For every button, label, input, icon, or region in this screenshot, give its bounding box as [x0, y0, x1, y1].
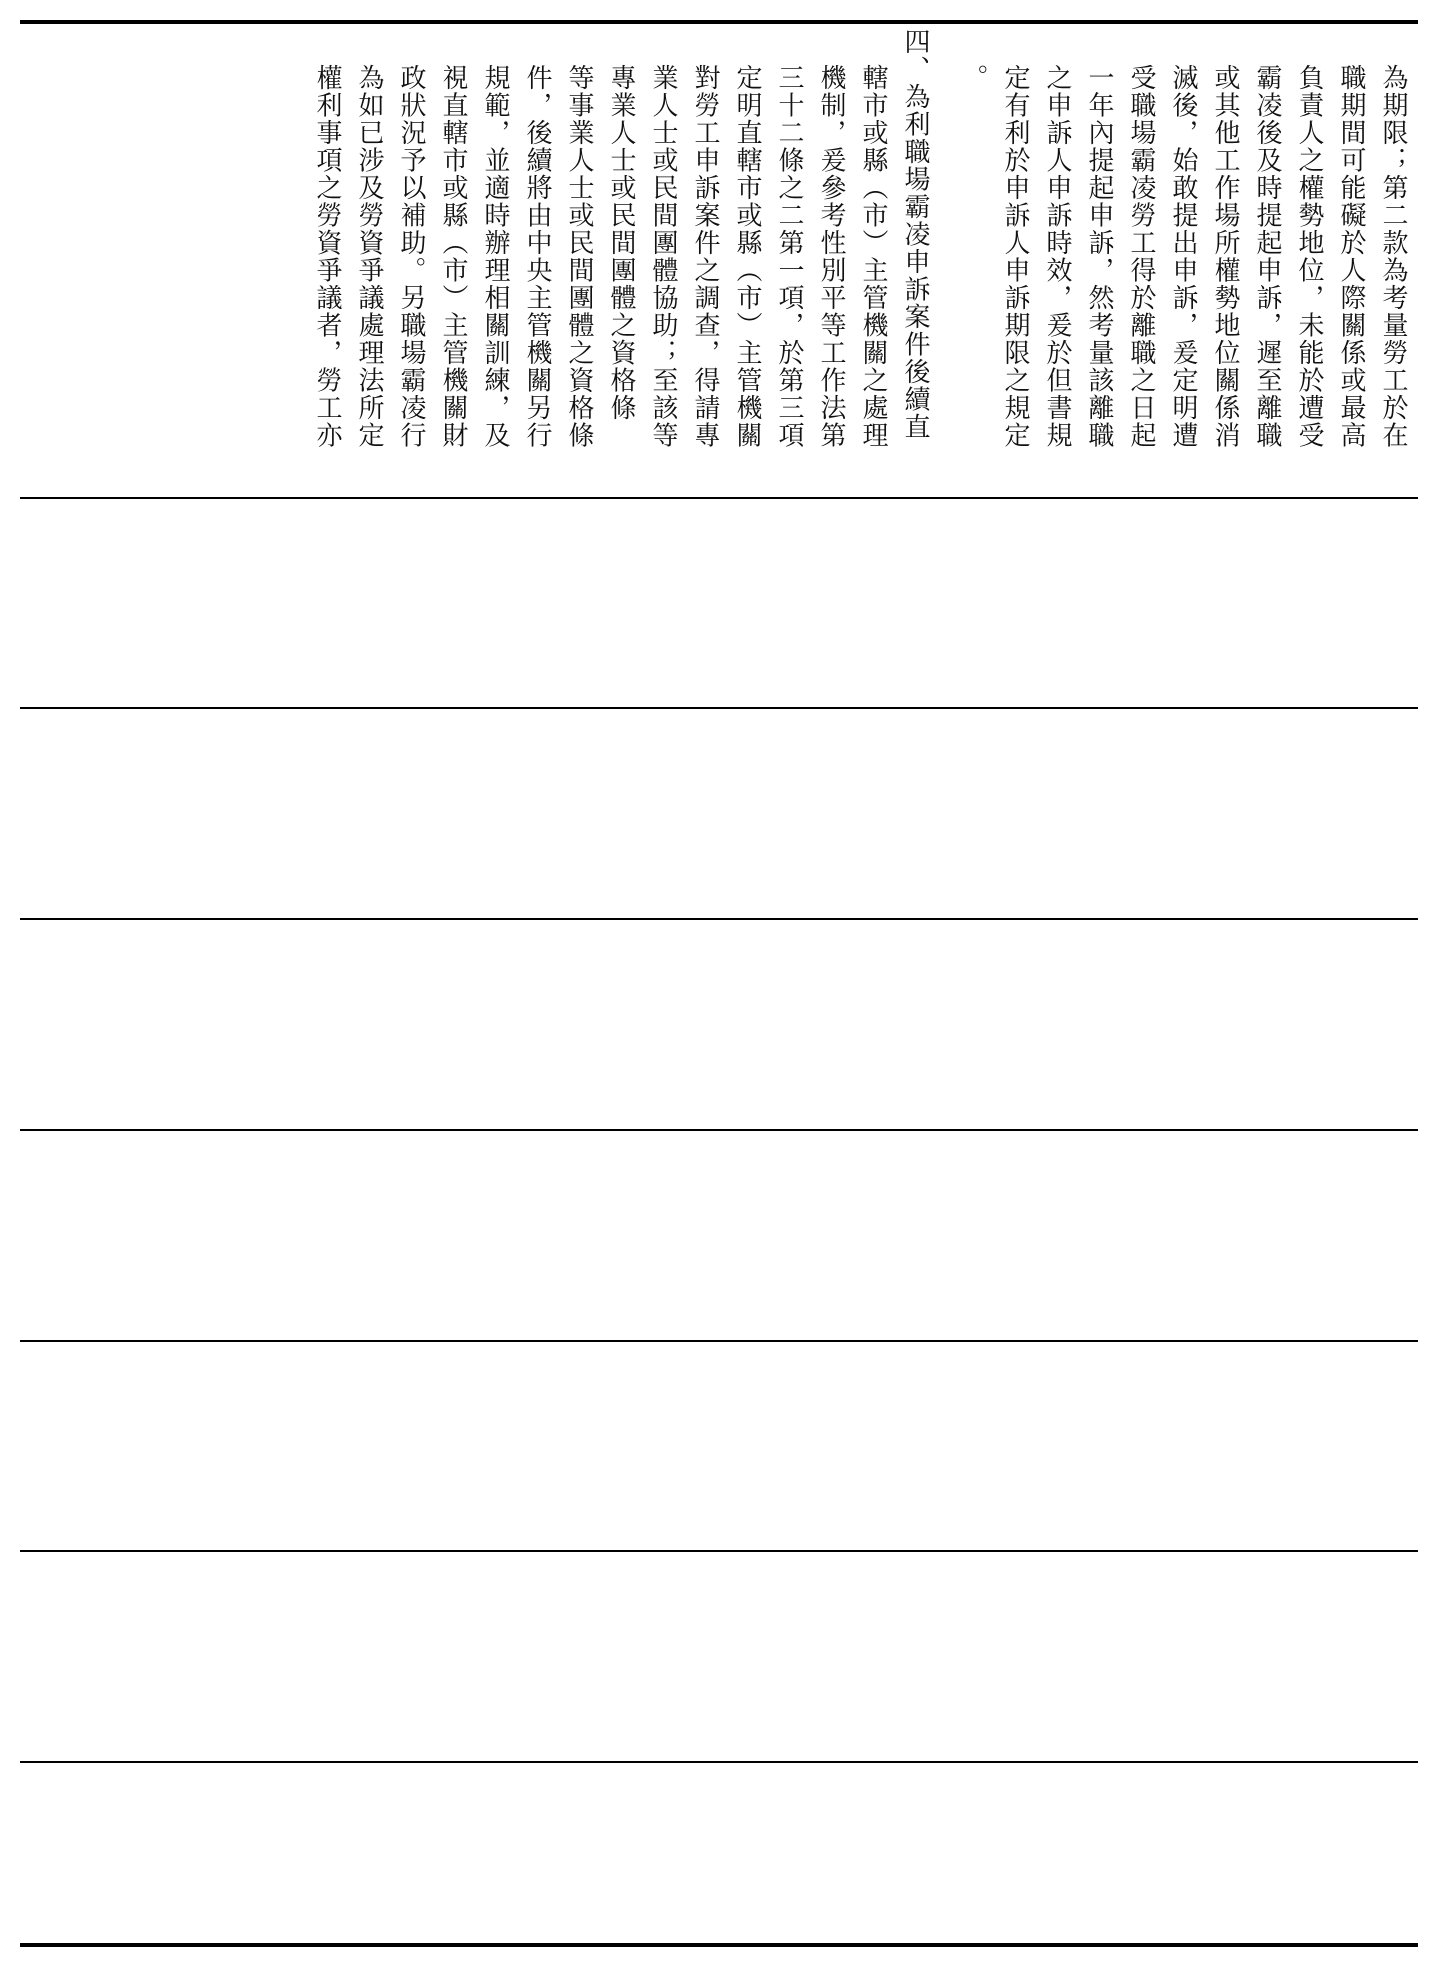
text-line: 業人士或民間團體協助；至該等	[648, 64, 678, 449]
text-line: 政狀況予以補助。另職場霸凌行	[396, 64, 426, 449]
top-border	[20, 20, 1418, 24]
text-line: 定明直轄市或縣（市）主管機關	[732, 64, 762, 449]
explanation-text	[24, 28, 1414, 498]
text-line: 定有利於申訴人申訴期限之規定	[1000, 64, 1030, 449]
text-line: 三十二條之二第一項，於第三項	[774, 64, 804, 449]
text-line: 轄市或縣（市）主管機關之處理	[858, 64, 888, 449]
text-line: 職期間可能礙於人際關係或最高	[1336, 64, 1366, 449]
text-line: 為如已涉及勞資爭議處理法所定	[354, 64, 384, 449]
text-line: 一年內提起申訴，然考量該離職	[1084, 64, 1114, 449]
text-line: 對勞工申訴案件之調查，得請專	[690, 64, 720, 449]
text-line: 受職場霸凌勞工得於離職之日起	[1126, 64, 1156, 449]
row-divider	[20, 1129, 1418, 1131]
text-line: 權利事項之勞資爭議者，勞工亦	[312, 64, 342, 449]
row-divider	[20, 1761, 1418, 1763]
text-line: 霸凌後及時提起申訴，遲至離職	[1252, 64, 1282, 449]
text-line: 件，後續將由中央主管機關另行	[522, 64, 552, 449]
text-line: 機制，爰參考性別平等工作法第	[816, 64, 846, 449]
row-divider	[20, 1340, 1418, 1342]
text-line: 之申訴人申訴時效，爰於但書規	[1042, 64, 1072, 449]
row-divider	[20, 707, 1418, 709]
text-line: 為期限；第二款為考量勞工於在	[1378, 64, 1408, 449]
text-line: 視直轄市或縣（市）主管機關財	[438, 64, 468, 449]
bottom-border	[20, 1943, 1418, 1947]
text-line: 或其他工作場所權勢地位關係消	[1210, 64, 1240, 449]
text-line: 負責人之權勢地位，未能於遭受	[1294, 64, 1324, 449]
text-line: 等事業人士或民間團體之資格條	[564, 64, 594, 449]
text-line: 專業人士或民間團體之資格條	[606, 64, 636, 422]
text-line: 。	[958, 64, 988, 92]
paragraph-heading-line: 四、為利職場霸凌申訴案件後續直	[900, 28, 930, 441]
row-divider	[20, 918, 1418, 920]
text-line: 規範，並適時辦理相關訓練，及	[480, 64, 510, 449]
paragraph-gap	[936, 28, 952, 498]
text-line: 滅後，始敢提出申訴，爰定明遭	[1168, 64, 1198, 449]
row-divider	[20, 1550, 1418, 1552]
